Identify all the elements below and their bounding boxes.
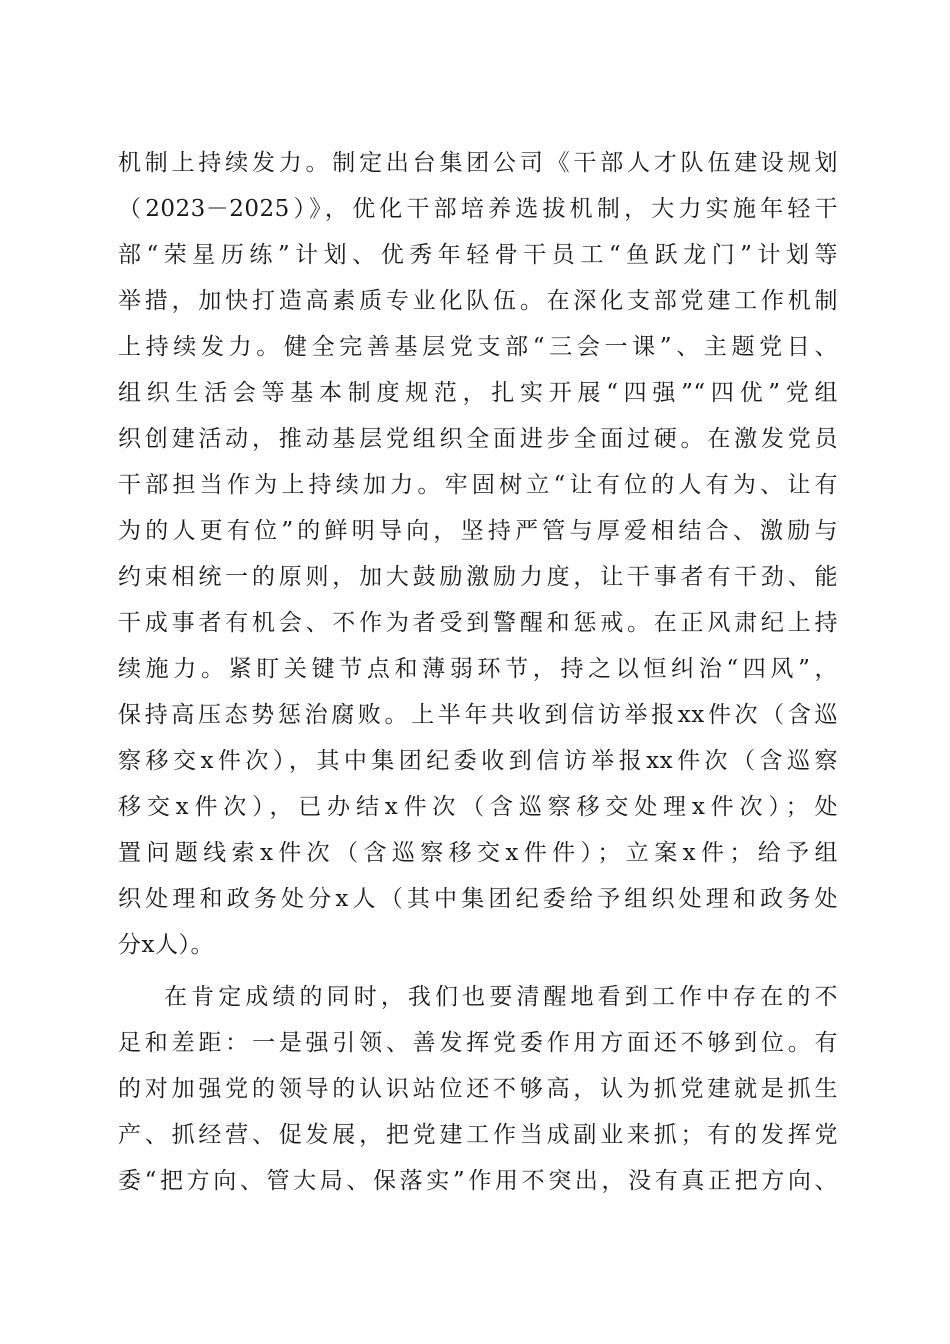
text-line: 足和差距：一是强引领、善发挥党委作用方面还不够到位。有 <box>118 1030 838 1056</box>
text-line: 干成事者有机会、不作为者受到警醒和惩戒。在正风肃纪上持 <box>118 610 838 636</box>
document-body <box>118 140 838 1204</box>
text-line: 续施力。紧盯关键节点和薄弱环节，持之以恒纠治“四风”， <box>118 656 838 682</box>
text-line: 约束相统一的原则，加大鼓励激励力度，让干事者有干劲、能 <box>118 564 838 590</box>
paragraph-2 <box>118 974 838 1204</box>
text-line: 干部担当作为上持续加力。牢固树立“让有位的人有为、让有 <box>118 472 838 498</box>
text-line: 组织生活会等基本制度规范，扎实开展“四强”“四优”党组 <box>118 380 838 406</box>
text-line: 保持高压态势惩治腐败。上半年共收到信访举报xx件次（含巡 <box>118 702 838 728</box>
text-line: 织创建活动，推动基层党组织全面进步全面过硬。在激发党员 <box>118 426 838 452</box>
text-line: 分x人）。 <box>118 932 214 958</box>
text-line: 置问题线索x件次（含巡察移交x件件）；立案x件；给予组 <box>118 840 838 866</box>
text-line: 察移交x件次），其中集团纪委收到信访举报xx件次（含巡察 <box>118 748 838 774</box>
text-line: 机制上持续发力。制定出台集团公司《干部人才队伍建设规划 <box>118 150 838 176</box>
paragraph-1 <box>118 140 838 968</box>
text-line: （2023－2025）》，优化干部培养选拔机制，大力实施年轻干 <box>118 196 838 222</box>
text-line: 委“把方向、管大局、保落实”作用不突出，没有真正把方向、 <box>118 1168 838 1194</box>
text-line: 上持续发力。健全完善基层党支部“三会一课”、主题党日、 <box>118 334 838 360</box>
text-line: 的对加强党的领导的认识站位还不够高，认为抓党建就是抓生 <box>118 1076 838 1102</box>
text-line: 部“荣星历练”计划、优秀年轻骨干员工“鱼跃龙门”计划等 <box>118 242 838 268</box>
text-line: 举措，加快打造高素质专业化队伍。在深化支部党建工作机制 <box>118 288 838 314</box>
text-line: 产、抓经营、促发展，把党建工作当成副业来抓；有的发挥党 <box>118 1122 838 1148</box>
text-line: 在肯定成绩的同时，我们也要清醒地看到工作中存在的不 <box>164 984 838 1010</box>
text-line: 为的人更有位”的鲜明导向，坚持严管与厚爱相结合、激励与 <box>118 518 838 544</box>
text-line: 移交x件次），已办结x件次（含巡察移交处理x件次）；处 <box>118 794 838 820</box>
text-line: 织处理和政务处分x人（其中集团纪委给予组织处理和政务处 <box>118 886 838 912</box>
